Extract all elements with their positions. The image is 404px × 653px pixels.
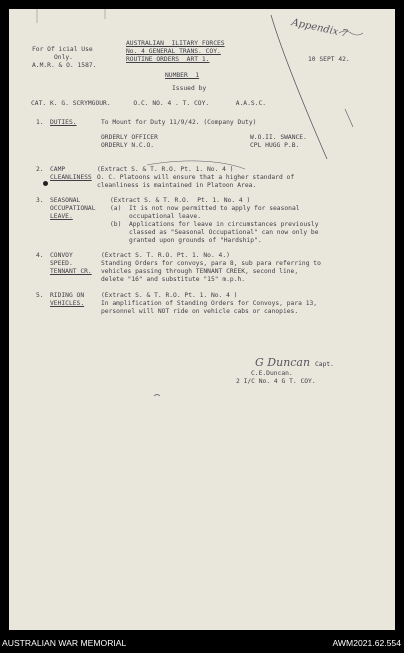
duty-role-2: ORDERLY N.C.O. (101, 142, 155, 149)
document-page (9, 9, 395, 630)
item-3-heading-2: OCCUPATIONAL (50, 205, 96, 212)
item-5-line-3: personnel will NOT ride on vehicle cabs or canopies. (101, 308, 299, 315)
item-3-line-4: (b) Applications for leave in circumstances previously (110, 221, 319, 228)
header-reference: A.M.R. & O. 1587. (32, 62, 97, 69)
item-5-heading-1: RIDING ON (50, 292, 85, 299)
item-1-heading: DUTIES. (50, 119, 77, 126)
header-classification: For Of icial Use (32, 46, 93, 53)
item-5-number: 5. (36, 292, 44, 299)
item-2-number: 2. (36, 166, 44, 173)
item-3-line-5: classed as "Seasonal Occupational" can now only be (110, 229, 319, 236)
order-number: NUMBER 1 (165, 72, 200, 79)
item-4-line-2: Standing Orders for convoys, para 8, sub para referring to (101, 260, 321, 267)
item-1-number: 1. (36, 119, 44, 126)
item-4-heading-3: TENNANT CR. (50, 268, 92, 275)
item-5-heading-2: VEHICLES. (50, 300, 85, 307)
archive-name: AUSTRALIAN WAR MEMORIAL (2, 638, 127, 648)
signature-typed-name: C.E.Duncan. (251, 370, 293, 377)
item-4-line-3: vehicles passing through TENNANT CREEK, second line, (101, 268, 299, 275)
header-orders-title: ROUTINE ORDERS ART 1. (126, 56, 210, 63)
item-3-line-1: (Extract S. & T. R.O. Pt. 1. No. 4 ) (110, 197, 251, 204)
item-1-line-1: To Mount for Duty 11/9/42. (Company Duty) (101, 119, 257, 126)
item-2-heading-1: CAMP (50, 166, 66, 173)
header-org: AUSTRALIAN ILITARY FORCES (126, 40, 225, 47)
item-2-bullet-mark (43, 181, 48, 186)
item-2-line-2: O. C. Platoons will ensure that a higher standard of (97, 174, 295, 181)
archive-reference: AWM2021.62.554 (332, 638, 401, 648)
item-5-line-1: (Extract S. & T. R.O. Pt. 1. No. 4 ) (101, 292, 238, 299)
item-3-heading-3: LEAVE. (50, 213, 73, 220)
duty-name-2: CPL HUGG P.B. (250, 142, 300, 149)
item-3-number: 3. (36, 197, 44, 204)
header-date: 10 SEPT 42. (308, 56, 350, 63)
item-2-line-3: cleanliness is maintained in Platoon Area. (97, 182, 257, 189)
item-3-line-3: occupational leave. (110, 213, 201, 220)
handwritten-signature: G Duncan (255, 356, 311, 369)
item-5-line-2: In amplification of Standing Orders for Convoys, para 13, (101, 300, 318, 307)
item-4-heading-2: SPEED. (50, 260, 73, 267)
item-3-heading-1: SEASONAL (50, 197, 81, 204)
item-3-line-2: (a) It is not now permitted to apply for seasonal (110, 205, 300, 212)
issuer-line: CAT. K. G. SCRYMGOUR. O.C. NO. 4 . T. COY. A.A.S.C. (31, 100, 267, 107)
item-3-line-6: granted upon grounds of "Hardship". (110, 237, 262, 244)
signature-title: 2 I/C No. 4 G T. COY. (236, 378, 316, 385)
duty-name-1: W.O.II. SWANCE. (250, 134, 307, 141)
appendix-annotation: Appendix 7 (290, 17, 349, 40)
header-classification-2: Only. (54, 54, 73, 61)
item-4-heading-1: CONVOY (50, 252, 73, 259)
duty-role-1: ORDERLY OFFICER (101, 134, 158, 141)
issued-by-label: Issued by (172, 85, 207, 92)
item-2-line-1: (Extract S. & T. R.O. Pt. 1. No. 4 ) (97, 166, 234, 173)
header-unit: No. 4 GENERAL TRANS. COY. (126, 48, 221, 55)
item-4-line-4: delete "16" and substitute "15" m.p.h. (101, 276, 246, 283)
signature-rank: Capt. (315, 361, 334, 368)
archive-footer (0, 636, 404, 653)
item-2-heading-2: CLEANLINESS (50, 174, 92, 181)
item-4-number: 4. (36, 252, 44, 259)
item-4-line-1: (Extract S. T. R.O. Pt. 1. No. 4.) (101, 252, 230, 259)
